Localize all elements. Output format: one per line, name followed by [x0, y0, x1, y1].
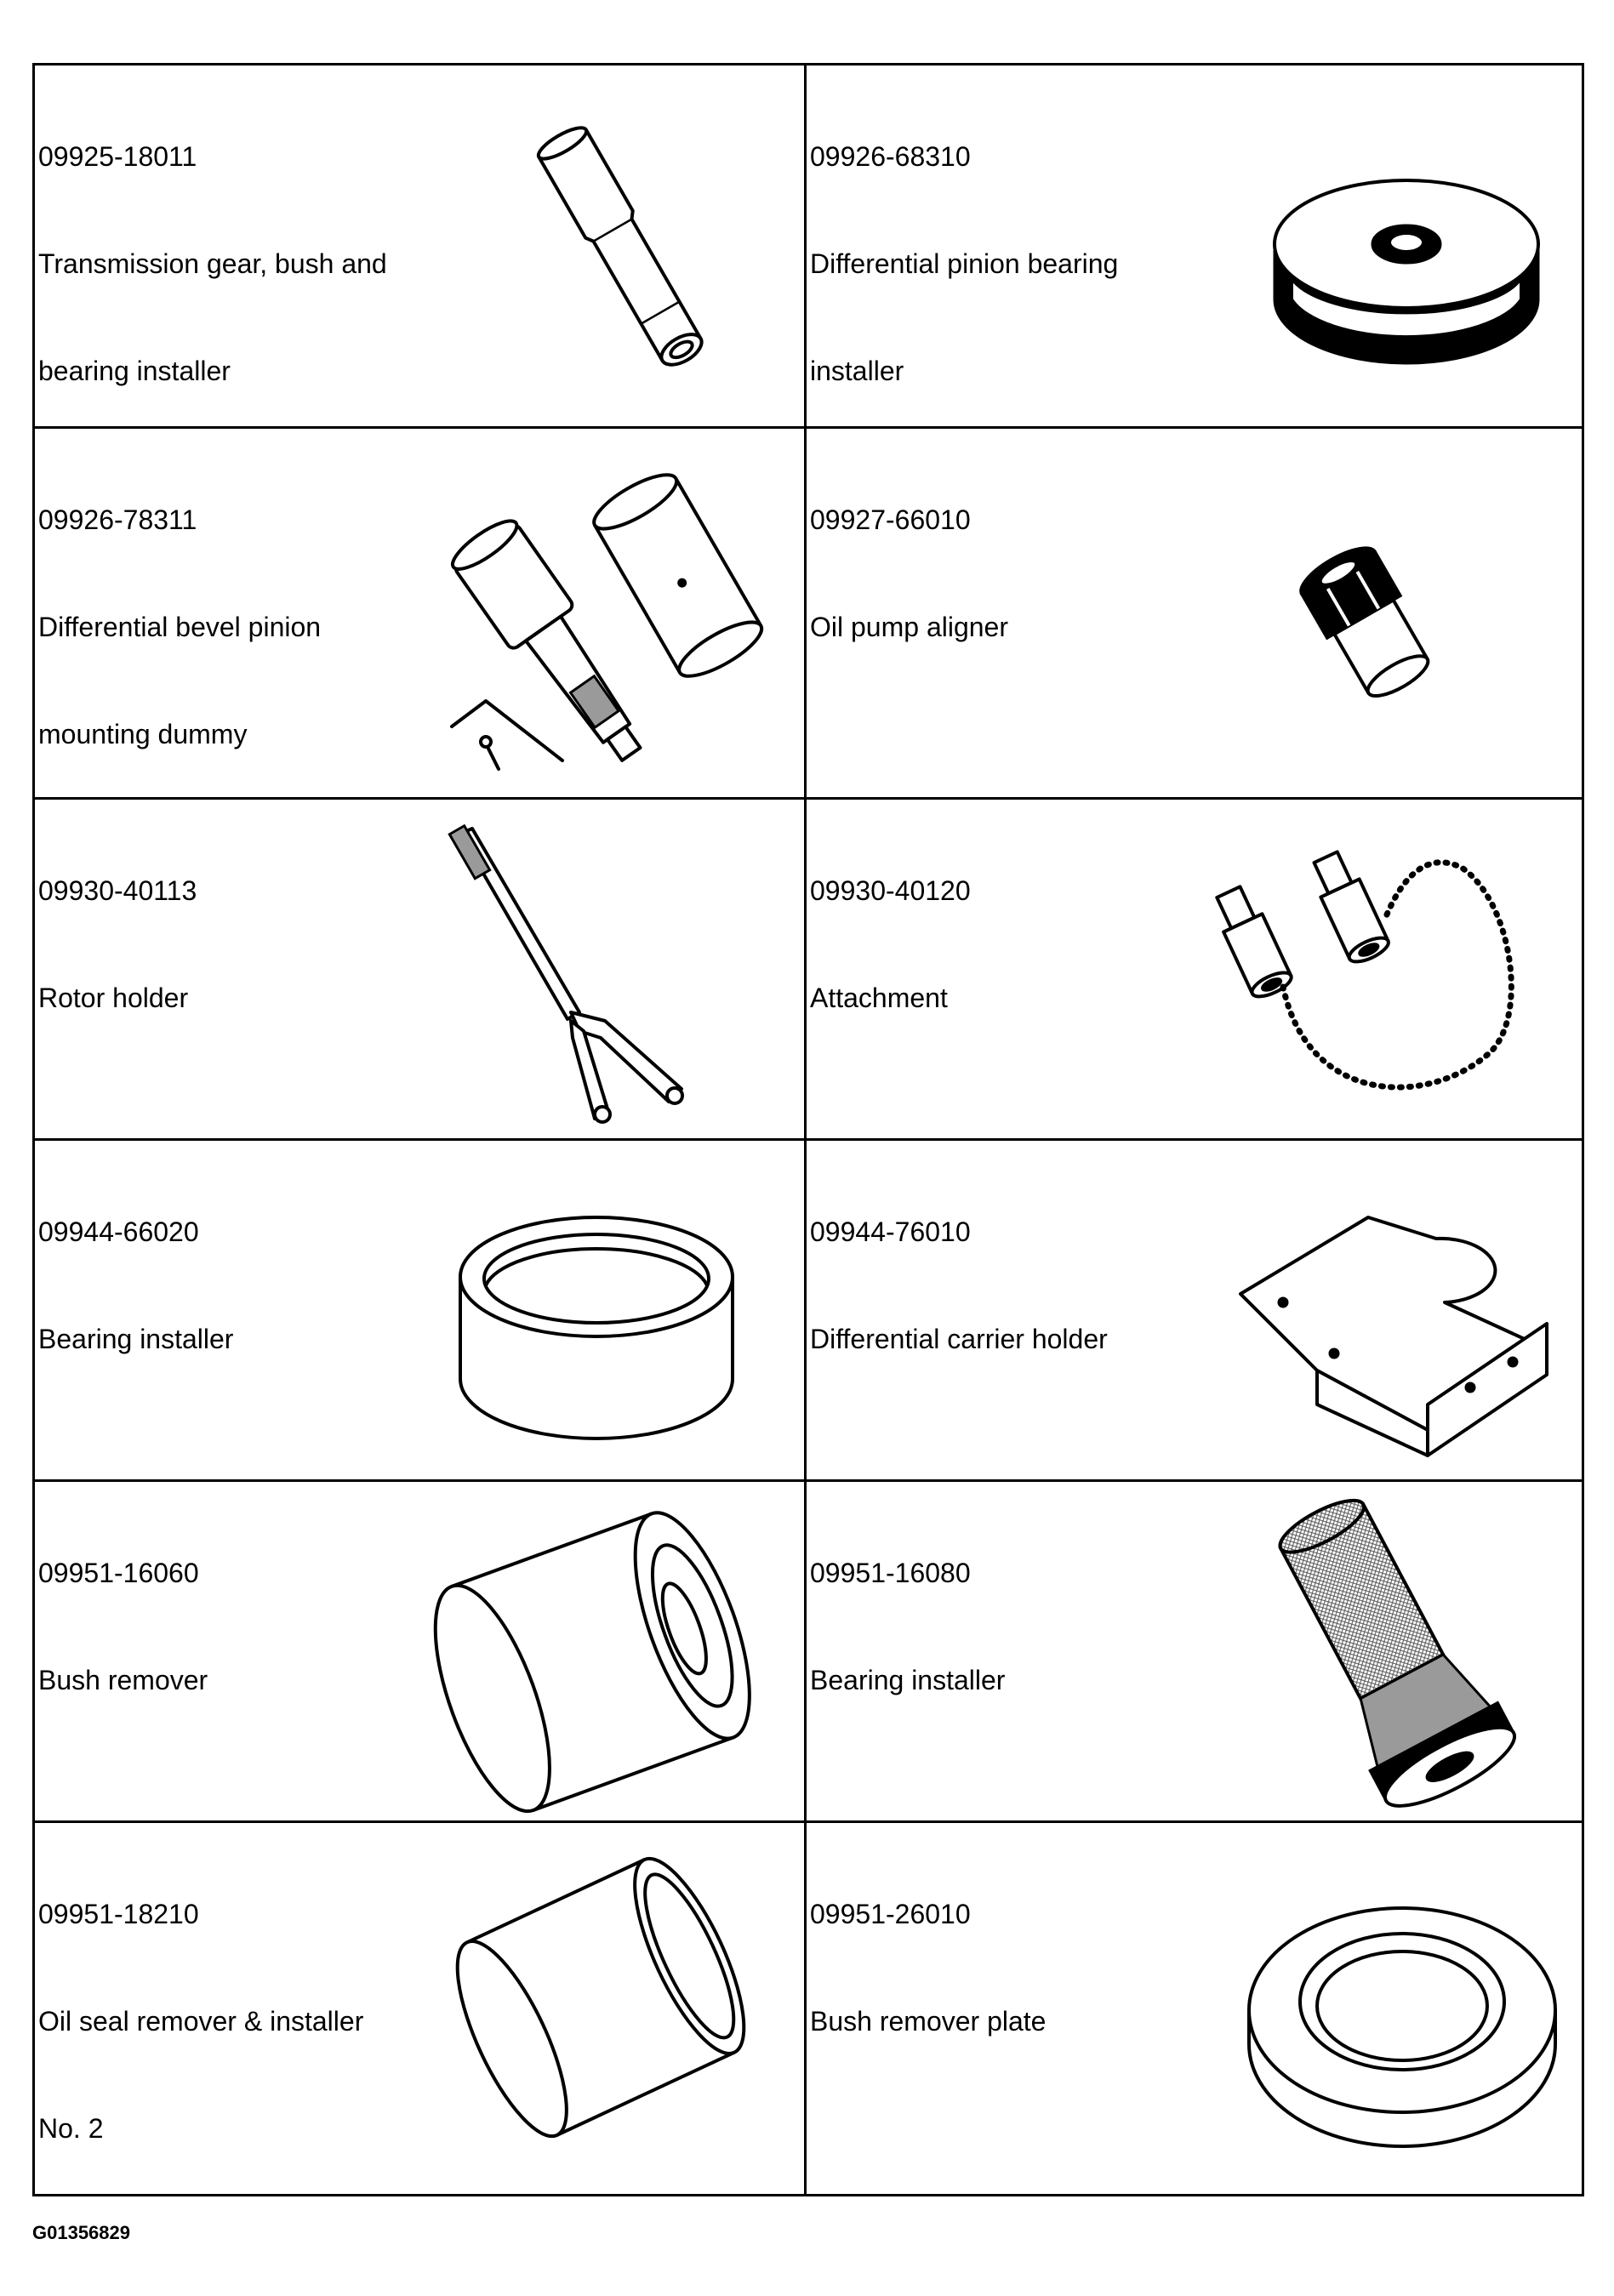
- tool-name-line-1: Differential bevel pinion: [38, 612, 322, 642]
- tool-name-line-1: Attachment: [810, 983, 948, 1013]
- bush-remover-icon: [435, 1507, 758, 1814]
- chain-attachment-icon: [1206, 851, 1547, 1123]
- part-number: 09944-76010: [810, 1216, 971, 1247]
- tool-cell-1: [35, 66, 804, 426]
- tool-cell-2: [807, 66, 1582, 426]
- tool-cell-5: [35, 800, 804, 1138]
- tool-cell-8: [807, 1141, 1582, 1479]
- tool-name-line-1: Bearing installer: [38, 1324, 234, 1354]
- pinion-dummy-icon: [435, 463, 792, 786]
- tool-name-line-1: Oil seal remover & installer: [38, 2006, 364, 2037]
- tool-name-line-1: Differential pinion bearing: [810, 248, 1119, 279]
- tool-name-line-1: Bearing installer: [810, 1665, 1006, 1695]
- part-number: 09951-26010: [810, 1899, 971, 1929]
- tool-name-line-1: Bush remover: [38, 1665, 208, 1695]
- tool-name-line-1: Differential carrier holder: [810, 1324, 1108, 1354]
- part-number: 09944-66020: [38, 1216, 199, 1247]
- part-number: 09951-16080: [810, 1558, 971, 1588]
- puck-installer-icon: [1266, 151, 1547, 397]
- tool-name-line-1: Bush remover plate: [810, 2006, 1047, 2037]
- tool-cell-7: [35, 1141, 804, 1479]
- tool-name-line-2: bearing installer: [38, 356, 231, 386]
- tool-name-line-2: installer: [810, 356, 904, 386]
- figure-code: G01356829: [32, 2222, 130, 2243]
- ring-installer-icon: [452, 1200, 741, 1456]
- part-number: 09926-68310: [810, 141, 971, 172]
- part-number: 09925-18011: [38, 141, 197, 172]
- tool-cell-9: [35, 1482, 804, 1820]
- tool-cell-12: [807, 1823, 1582, 2194]
- special-tools-table: [32, 63, 1584, 2196]
- tool-cell-4: [807, 429, 1582, 797]
- carrier-holder-icon: [1232, 1200, 1555, 1464]
- remover-plate-icon: [1240, 1883, 1564, 2155]
- part-number: 09927-66010: [810, 504, 971, 535]
- part-number: 09930-40113: [38, 875, 197, 906]
- tool-name-line-1: Rotor holder: [38, 983, 189, 1013]
- part-number: 09951-16060: [38, 1558, 199, 1588]
- tool-name-line-2: mounting dummy: [38, 719, 248, 749]
- tool-cell-3: [35, 429, 804, 797]
- tool-name-line-1: Transmission gear, bush and: [38, 248, 387, 279]
- seal-installer-icon: [460, 1857, 741, 2138]
- stepped-shaft-installer-icon: [494, 108, 767, 414]
- aligner-icon: [1283, 539, 1453, 709]
- part-number: 09930-40120: [810, 875, 971, 906]
- tool-cell-10: [807, 1482, 1582, 1820]
- tool-cell-11: [35, 1823, 804, 2194]
- rotor-holder-icon: [426, 808, 767, 1131]
- tool-name-line-2: No. 2: [38, 2113, 104, 2144]
- knurled-installer-icon: [1232, 1490, 1555, 1814]
- part-number: 09951-18210: [38, 1899, 199, 1929]
- tool-cell-6: [807, 800, 1582, 1138]
- tool-name-line-1: Oil pump aligner: [810, 612, 1008, 642]
- part-number: 09926-78311: [38, 504, 197, 535]
